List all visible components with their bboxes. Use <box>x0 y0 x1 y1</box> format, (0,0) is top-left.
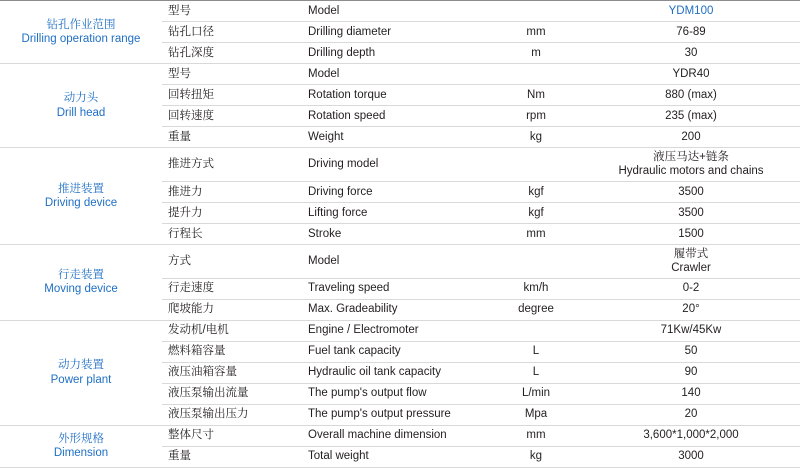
spec-unit <box>490 320 582 341</box>
spec-name-en: Total weight <box>302 446 490 467</box>
spec-name-zh: 型号 <box>162 1 302 22</box>
spec-name-en: Driving force <box>302 181 490 202</box>
spec-unit: km/h <box>490 278 582 299</box>
spec-unit: mm <box>490 425 582 446</box>
spec-name-en: Fuel tank capacity <box>302 341 490 362</box>
spec-value: 235 (max) <box>582 106 800 127</box>
spec-name-en: Model <box>302 64 490 85</box>
spec-unit <box>490 1 582 22</box>
spec-name-zh: 液压泵输出压力 <box>162 404 302 425</box>
table-row <box>0 64 800 85</box>
spec-value-line-1: 履带式 <box>673 247 709 260</box>
category-label-zh: 行走装置 <box>58 268 104 281</box>
category-label-en: Driving device <box>44 196 118 209</box>
category-cell <box>0 64 162 148</box>
spec-name-zh: 行走速度 <box>162 278 302 299</box>
category-label-zh: 动力头 <box>63 92 99 105</box>
spec-value: 30 <box>582 43 800 64</box>
spec-value-line-2: Hydraulic motors and chains <box>618 165 764 178</box>
spec-name-en: Stroke <box>302 223 490 244</box>
category-label-zh: 动力装置 <box>58 359 104 372</box>
category-label-en: Dimension <box>53 447 109 459</box>
spec-value: 0-2 <box>582 278 800 299</box>
category-label-en: Drilling operation range <box>21 33 141 45</box>
spec-value: 71Kw/45Kw <box>582 320 800 341</box>
spec-name-zh: 方式 <box>162 244 302 278</box>
spec-value: 1500 <box>582 223 800 244</box>
table-row <box>0 320 800 341</box>
table-row <box>0 244 800 278</box>
category-cell <box>0 1 162 64</box>
spec-name-en: Driving model <box>302 148 490 182</box>
spec-unit <box>490 148 582 182</box>
spec-name-zh: 回转扭矩 <box>162 85 302 106</box>
spec-unit: rpm <box>490 106 582 127</box>
spec-unit: mm <box>490 223 582 244</box>
spec-name-zh: 燃料箱容量 <box>162 341 302 362</box>
category-cell <box>0 148 162 245</box>
spec-name-en: Model <box>302 244 490 278</box>
category-cell <box>0 320 162 425</box>
spec-name-zh: 重量 <box>162 446 302 467</box>
spec-name-zh: 钻孔深度 <box>162 43 302 64</box>
spec-name-en: Overall machine dimension <box>302 425 490 446</box>
spec-name-zh: 液压泵输出流量 <box>162 383 302 404</box>
spec-unit: mm <box>490 22 582 43</box>
spec-name-en: Engine / Electromoter <box>302 320 490 341</box>
specifications-table-body <box>0 1 800 468</box>
spec-value <box>582 244 800 278</box>
spec-name-zh: 型号 <box>162 64 302 85</box>
spec-name-en: Max. Gradeability <box>302 299 490 320</box>
category-label-zh: 推进装置 <box>58 182 104 195</box>
spec-name-en: Drilling depth <box>302 43 490 64</box>
spec-name-zh: 液压油箱容量 <box>162 362 302 383</box>
category-label-zh: 钻孔作业范围 <box>46 18 116 31</box>
spec-name-zh: 回转速度 <box>162 106 302 127</box>
spec-name-en: Drilling diameter <box>302 22 490 43</box>
spec-value: YDM100 <box>582 1 800 22</box>
spec-name-en: Rotation speed <box>302 106 490 127</box>
spec-value: 880 (max) <box>582 85 800 106</box>
spec-value: 200 <box>582 127 800 148</box>
spec-name-en: The pump's output pressure <box>302 404 490 425</box>
category-label-en: Power plant <box>50 373 112 386</box>
spec-unit: Nm <box>490 85 582 106</box>
table-row <box>0 1 800 22</box>
spec-value: 90 <box>582 362 800 383</box>
spec-unit: m <box>490 43 582 64</box>
spec-unit: kg <box>490 127 582 148</box>
spec-name-en: Rotation torque <box>302 85 490 106</box>
category-cell <box>0 244 162 320</box>
spec-value <box>582 148 800 182</box>
table-row <box>0 148 800 182</box>
spec-name-zh: 钻孔口径 <box>162 22 302 43</box>
spec-unit: kgf <box>490 202 582 223</box>
category-cell <box>0 425 162 467</box>
spec-name-en: The pump's output flow <box>302 383 490 404</box>
spec-value: 140 <box>582 383 800 404</box>
spec-value: YDR40 <box>582 64 800 85</box>
spec-unit: degree <box>490 299 582 320</box>
table-row <box>0 425 800 446</box>
spec-unit <box>490 244 582 278</box>
spec-value-line-2: Crawler <box>671 262 711 275</box>
spec-unit: L/min <box>490 383 582 404</box>
spec-unit: L <box>490 362 582 383</box>
spec-value: 50 <box>582 341 800 362</box>
spec-unit: Mpa <box>490 404 582 425</box>
spec-value: 3500 <box>582 181 800 202</box>
spec-name-zh: 推进方式 <box>162 148 302 182</box>
category-label-zh: 外形规格 <box>58 432 104 445</box>
spec-unit: kg <box>490 446 582 467</box>
spec-unit: L <box>490 341 582 362</box>
spec-name-zh: 行程长 <box>162 223 302 244</box>
category-label-en: Drill head <box>56 106 106 119</box>
spec-name-zh: 爬坡能力 <box>162 299 302 320</box>
spec-name-en: Traveling speed <box>302 278 490 299</box>
spec-value: 3500 <box>582 202 800 223</box>
spec-value: 3000 <box>582 446 800 467</box>
spec-value: 3,600*1,000*2,000 <box>582 425 800 446</box>
spec-value: 76-89 <box>582 22 800 43</box>
spec-name-zh: 发动机/电机 <box>162 320 302 341</box>
spec-name-zh: 推进力 <box>162 181 302 202</box>
category-label-en: Moving device <box>44 283 118 296</box>
spec-name-en: Model <box>302 1 490 22</box>
spec-value: 20° <box>582 299 800 320</box>
spec-name-zh: 重量 <box>162 127 302 148</box>
spec-value-line-1: 液压马达+链条 <box>653 151 729 163</box>
spec-name-zh: 整体尺寸 <box>162 425 302 446</box>
spec-name-zh: 提升力 <box>162 202 302 223</box>
spec-value: 20 <box>582 404 800 425</box>
spec-unit <box>490 64 582 85</box>
spec-name-en: Weight <box>302 127 490 148</box>
spec-unit: kgf <box>490 181 582 202</box>
spec-name-en: Lifting force <box>302 202 490 223</box>
spec-name-en: Hydraulic oil tank capacity <box>302 362 490 383</box>
